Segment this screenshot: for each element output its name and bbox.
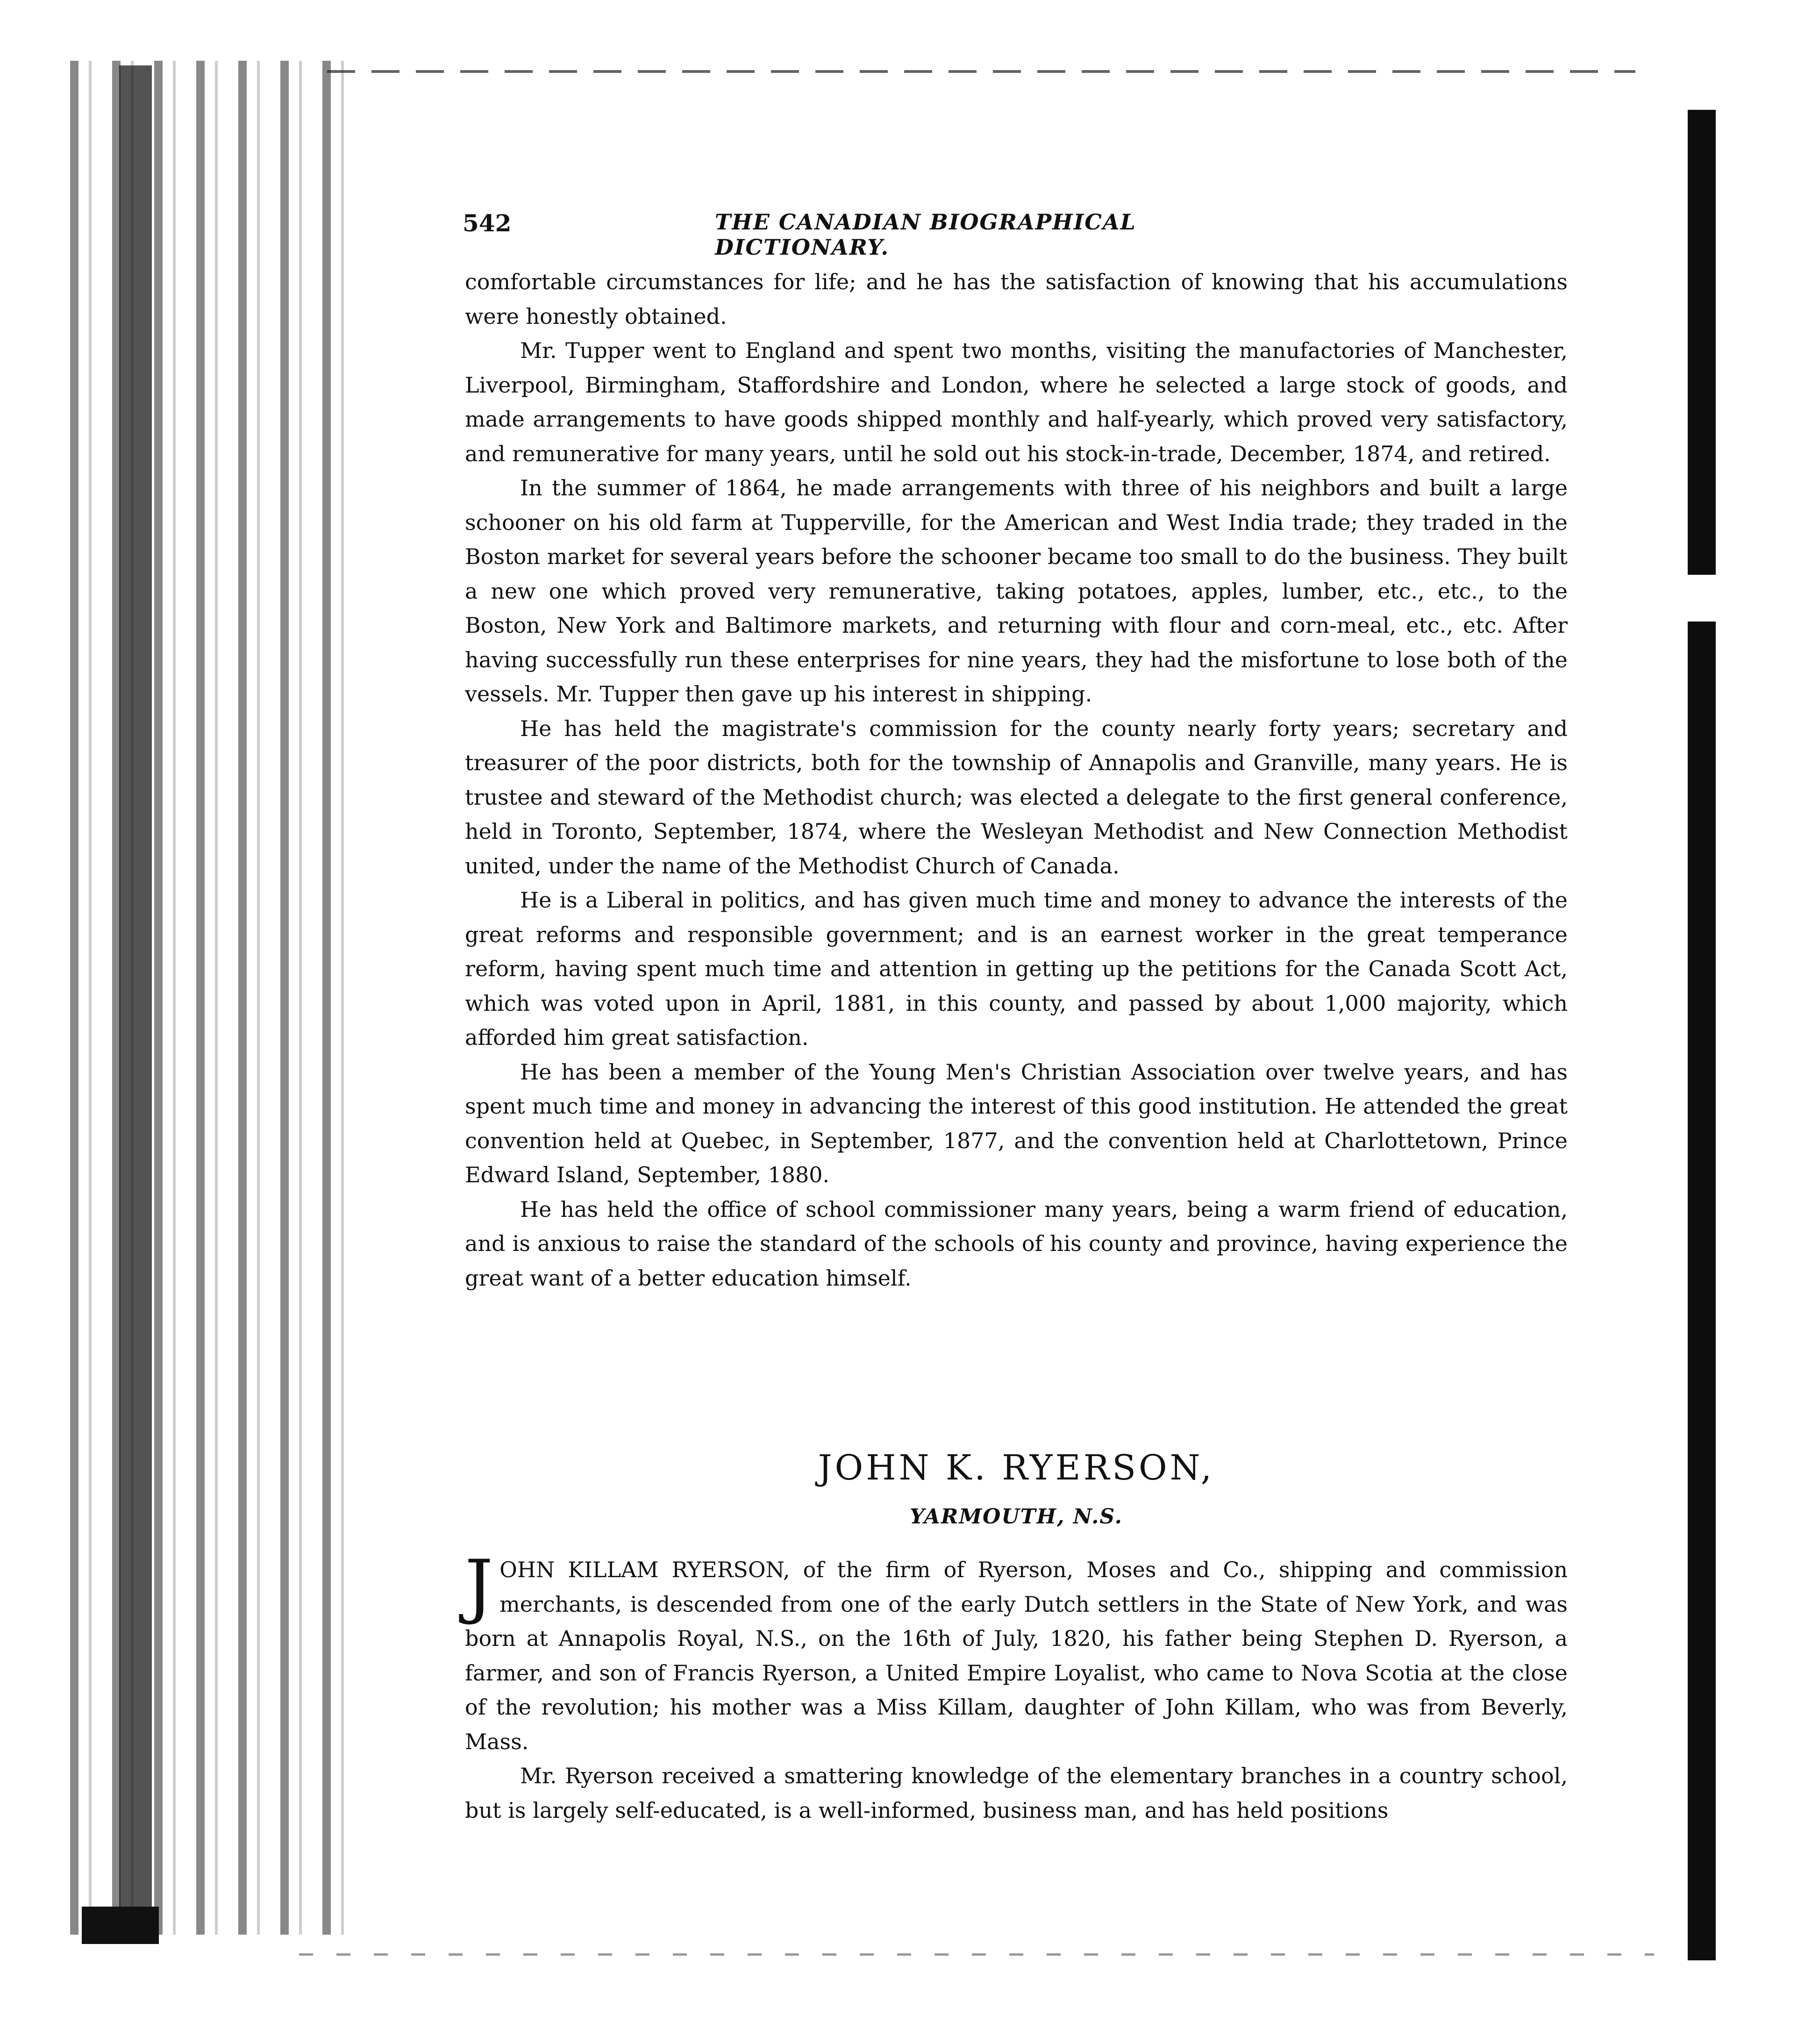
entry-place: YARMOUTH, N.S. (910, 1505, 1123, 1529)
scan-edge-shadow (119, 65, 152, 1935)
page-number: 542 (463, 209, 512, 237)
running-head (463, 209, 1313, 260)
paragraph: He has held the office of school commissioner many years, being a warm friend of education, and is anxious to raise the standard of the schools of his county and province, having experience the great want of a better education himself. (465, 1196, 1568, 1291)
paragraph: He is a Liberal in politics, and has given much time and money to advance the interests of the great reforms and responsible government; and is an earnest worker in the great temperance reform, having spent much time and attention in getting up the petitions for the Canada Scott Act, which was voted upon in April, 1881, in this county, and passed by about 1,000 majority, which afforded him great satisfaction. (465, 887, 1568, 1050)
paragraph: Mr. Ryerson received a smattering knowledge of the elementary branches in a country school, but is largely self-educated, is a well-informed, business man, and has held positions (465, 1763, 1568, 1823)
entry-first-paragraph-text: OHN KILLAM RYERSON, of the firm of Ryerson, Moses and Co., shipping and commission merchants, is descended from one of the early Dutch settlers in the State of New York, and was born at Annapolis Royal, N.S., on the 16th of July, 1820, his father being Stephen D. Ryerson, a farmer, and son of Francis Ryerson, a United Empire Loyalist, who came to Nova Scotia at the close of the revolution; his mother was a Miss Killam, daughter of John Killam, who was from Beverly, Mass. (465, 1557, 1568, 1754)
paragraph: He has held the magistrate's commission for the county nearly forty years; secretary and treasurer of the poor districts, both for the township of Annapolis and Granville, many years. He is trustee and steward of the Methodist church; was elected a delegate to the first general conference, held in Toronto, September, 1874, where the Wesleyan Methodist and New Connection Methodist united, under the name of the Methodist Church of Canada. (465, 715, 1568, 879)
paragraph: He has been a member of the Young Men's Christian Association over twelve years, and has spent much time and money in advancing the interest of this good institution. He attended the great convention held at Quebec, in September, 1877, and the convention held at Charlottetown, Prince Edward Island, September, 1880. (465, 1059, 1568, 1187)
paragraph: In the summer of 1864, he made arrangements with three of his neighbors and built a large schooner on his old farm at Tupperville, for the American and West India trade; they traded in the Boston market for several years before the schooner became too small to do the business. They built a new one which proved very remunerative, taking potatoes, apples, lumber, etc., etc., to the Boston, New York and Baltimore markets, and returning with flour and corn-meal, etc., etc. After having successfully run these enterprises for nine years, they had the misfortune to lose both of the vessels. Mr. Tupper then gave up his interest in shipping. (465, 475, 1568, 707)
scan-bottom-line (299, 1953, 1654, 1956)
previous-entry-text (465, 265, 1568, 1295)
paragraph: comfortable circumstances for life; and he has the satisfaction of knowing that his accumulations were honestly obtained. (465, 269, 1568, 329)
scan-top-line (327, 70, 1635, 73)
scan-right-bar-gap (1688, 575, 1716, 622)
scan-edge-left (70, 61, 350, 1935)
entry-first-paragraph (465, 1545, 1568, 1759)
drop-cap: J (465, 1545, 493, 1627)
running-title: THE CANADIAN BIOGRAPHICAL DICTIONARY. (715, 209, 1136, 260)
scan-corner-block (82, 1907, 159, 1944)
entry-text (465, 1545, 1568, 1828)
scan-right-bar (1688, 110, 1716, 1960)
entry-heading: JOHN K. RYERSON, (818, 1448, 1215, 1488)
paragraph: Mr. Tupper went to England and spent two months, visiting the manufactories of Manchester, Liverpool, Birmingham, Staffordshire and London, where he selected a large stock of goods, and made arrangements to have goods shipped monthly and half-yearly, which proved very satisfactory, and remunerative for many years, until he sold out his stock-in-trade, December, 1874, and retired. (465, 338, 1568, 466)
